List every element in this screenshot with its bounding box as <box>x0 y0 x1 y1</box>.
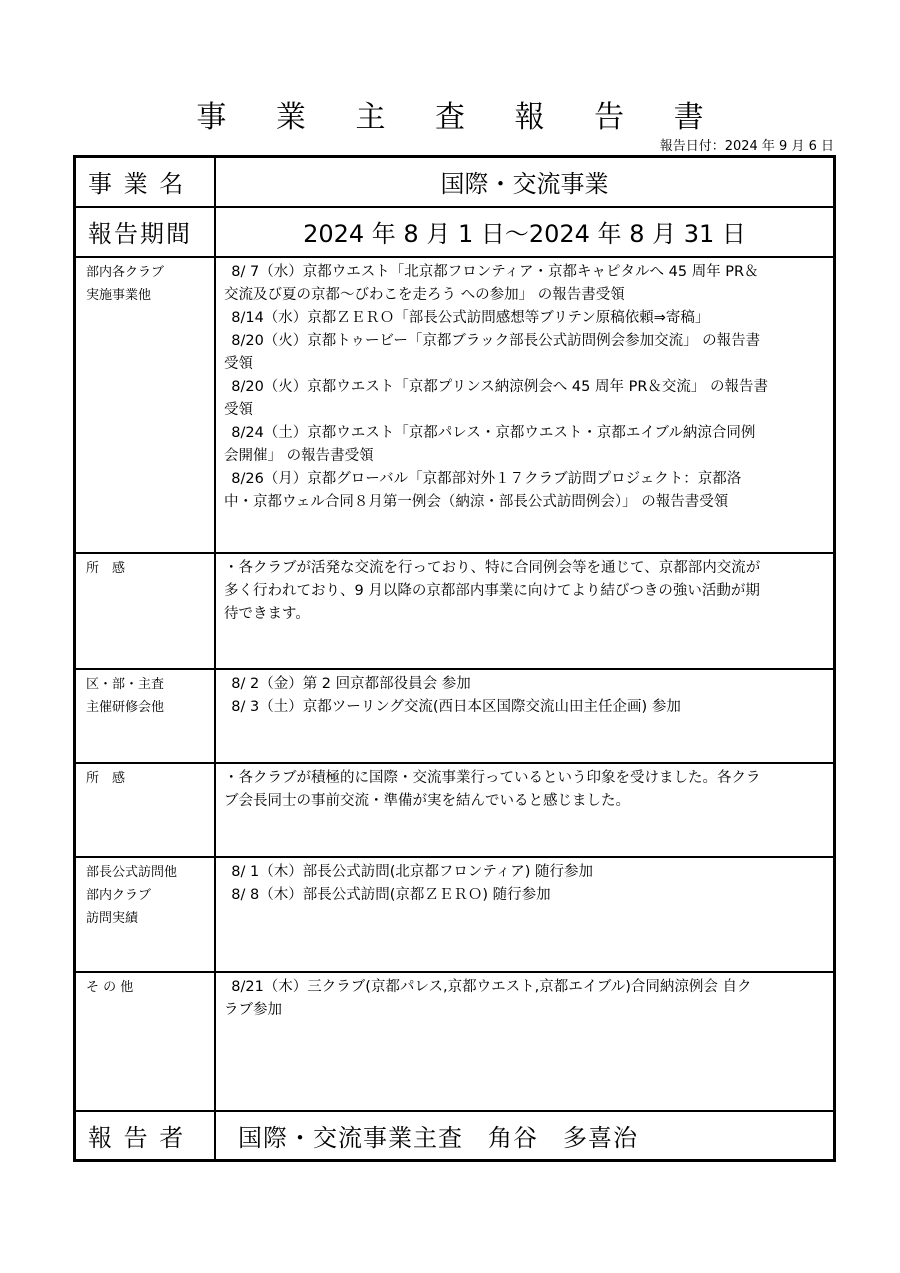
section-body <box>215 972 835 1111</box>
body-line: 8/21（木）三クラブ(京都パレス,京都ウエスト,京都エイブル)合同納涼例会 自ク <box>231 978 752 995</box>
section-body <box>215 553 835 669</box>
body-line: 中・京都ウェル合同８月第一例会（納涼・部長公式訪問例会）」 の報告書受領 <box>224 493 729 510</box>
label-line: そ の 他 <box>86 979 134 995</box>
section-impressions-2 <box>75 763 835 857</box>
body-line: 8/ 2（金）第 2 回京都部役員会 参加 <box>231 675 471 692</box>
body-line: 8/ 7（水）京都ウエスト「北京都フロンティア・京都キャピタルへ 45 周年 PR＆ <box>231 263 759 280</box>
section-label <box>75 257 216 553</box>
section-training <box>75 669 835 763</box>
body-line: 8/ 3（土）京都ツーリング交流(西日本区国際交流山田主任企画) 参加 <box>231 698 681 715</box>
report-date: 報告日付：2024 年 9 月 6 日 <box>659 139 834 154</box>
body-line: 多く行われており、9 月以降の京都部内事業に向けてより結びつきの強い活動が期 <box>224 582 760 599</box>
body-line: 交流及び夏の京都～びわこを走ろう への参加」 の報告書受領 <box>224 286 625 303</box>
period-row <box>75 207 835 257</box>
body-line: 8/ 1（木）部長公式訪問(北京都フロンティア) 随行参加 <box>231 863 593 880</box>
label-line: 主催研修会他 <box>86 699 165 715</box>
body-line: ・各クラブが積極的に国際・交流事業行っているという印象を受けました。各クラ <box>224 769 761 786</box>
section-body <box>215 669 835 763</box>
report-table <box>73 155 836 1162</box>
body-line: 会開催」 の報告書受領 <box>224 447 374 464</box>
body-line: ・各クラブが活発な交流を行っており、特に合同例会等を通じて、京都部内交流が <box>224 559 761 576</box>
body-line: 8/ 8（木）部長公式訪問(京都ＺＥＲＯ) 随行参加 <box>231 886 551 903</box>
section-label <box>75 972 216 1111</box>
body-line: 8/20（火）京都ウエスト「京都プリンス納涼例会へ 45 周年 PR＆交流」 の報告書 <box>231 378 768 395</box>
label-line: 訪問実績 <box>86 910 139 926</box>
reporter-label: 報 告 者 <box>75 1111 216 1161</box>
reporter-row <box>75 1111 835 1161</box>
period-label: 報告期間 <box>75 207 216 257</box>
reporter-value: 国際・交流事業主査 角谷 多喜治 <box>215 1111 835 1161</box>
label-line: 部内各クラブ <box>86 264 165 280</box>
project-row <box>75 157 835 207</box>
section-club-events <box>75 257 835 553</box>
section-body <box>215 763 835 857</box>
body-line: 8/20（火）京都トゥービー「京都ブラック部長公式訪問例会参加交流」 の報告書 <box>231 332 761 349</box>
label-line: 所 感 <box>86 560 126 576</box>
body-line: 8/24（土）京都ウエスト「京都パレス・京都ウエスト・京都エイブル納涼合同例 <box>231 424 756 441</box>
section-other <box>75 972 835 1111</box>
label-line: 区・部・主査 <box>86 676 165 692</box>
project-label: 事 業 名 <box>75 157 216 207</box>
section-label <box>75 763 216 857</box>
body-line: 受領 <box>224 355 253 372</box>
section-body <box>215 857 835 972</box>
section-body <box>215 257 835 553</box>
body-line: ブ会長同士の事前交流・準備が実を結んでいると感じました。 <box>224 792 630 809</box>
label-line: 部長公式訪問他 <box>86 864 178 880</box>
document-title: 事 業 主 査 報 告 書 <box>196 100 724 135</box>
body-line: 8/14（水）京都ＺＥＲＯ「部長公式訪問感想等ブリテン原稿依頼⇒寄稿」 <box>231 309 710 326</box>
section-label <box>75 553 216 669</box>
section-label <box>75 669 216 763</box>
label-line: 実施事業他 <box>86 287 152 303</box>
label-line: 部内クラブ <box>86 887 152 903</box>
section-label <box>75 857 216 972</box>
body-line: ラブ参加 <box>224 1001 282 1018</box>
project-value: 国際・交流事業 <box>215 157 835 207</box>
section-impressions-1 <box>75 553 835 669</box>
label-line: 所 感 <box>86 770 126 786</box>
section-official-visits <box>75 857 835 972</box>
body-line: 待できます。 <box>224 605 310 622</box>
body-line: 受領 <box>224 401 253 418</box>
period-value: 2024 年 8 月 1 日～2024 年 8 月 31 日 <box>215 207 835 257</box>
body-line: 8/26（月）京都グローバル「京都部対外１７クラブ訪問プロジェクト：京都洛 <box>231 470 742 487</box>
